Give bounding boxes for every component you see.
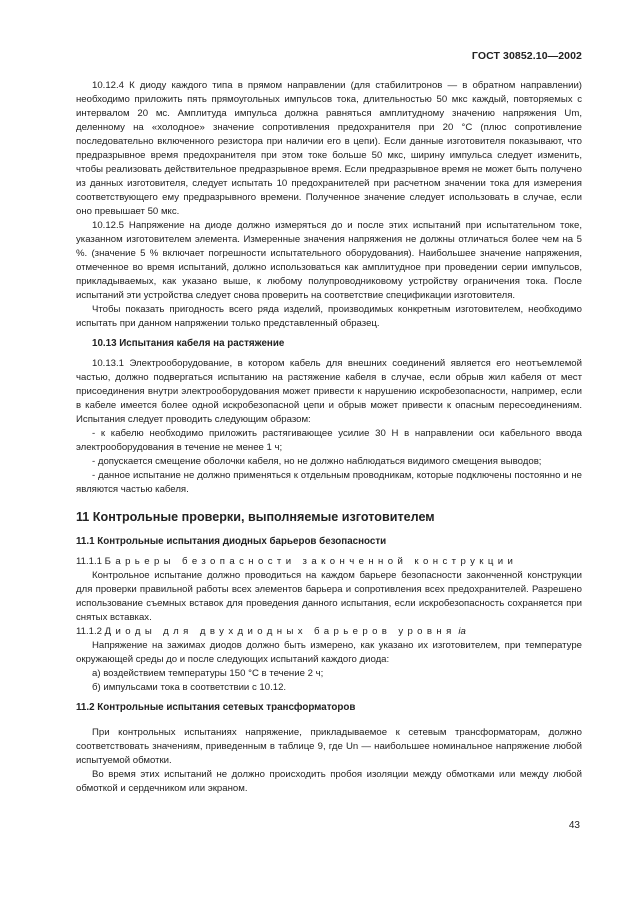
paragraph-11-2-a: При контрольных испытаниях напряжение, прикладываемое к сетевым трансформаторам, должно соответствовать значениям, приведенным в таблице 9, где Un — наибольшее номинальное напряжение любой испытуемой обмотки.	[76, 727, 582, 766]
paragraph-10-12-5: 10.12.5 Напряжение на диоде должно измеряться до и после этих испытаний при испытательном токе, указанном изготовителем элемента. Измеренные значения напряжения не должны отличаться более чем на 5 %. (значение 5 % включает погрешности испытательного оборудования). Наибольшее значение напряжения, отмеченное во время испытаний, должно использоваться как амплитудное при проведении серии импульсов, прикладываемых, как указано выше, к любому полупроводниковому устройству ограничения тока. После испытаний эти устройства следует снова проверить на соответствие спецификации изготовителя.	[76, 220, 582, 301]
subsection-number: 11.1.1	[76, 556, 102, 567]
paragraph-10-13-1: 10.13.1 Электрооборудование, в котором кабель для внешних соединений является его неотъемлемой частью, должно подвергаться испытанию на растяжение кабеля в случае, если обрыв жил кабеля от мест присоединения внутри электрооборудования может привести к нарушению искробезопасности, например, если в кабеле имеется более одной искробезопасной цепи и обрыв может привести к опасным пересоединениям. Испытания следует проводить следующим образом:	[76, 358, 582, 425]
paragraph-11-1-1: Контрольное испытание должно проводиться на каждом барьере безопасности законченной конструкции для проверки правильной работы всех элементов барьера и сопротивления всех предохранителей. Разрешено использование съемных вставок для проведения данного испытания, если искробезопасность сохраняется при снятых вставках.	[76, 570, 582, 623]
subsection-title: Барьеры безопасности законченной конструкции	[104, 556, 518, 567]
subsection-11-1-2	[76, 625, 582, 639]
paragraph-product-range: Чтобы показать пригодность всего ряда изделий, производимых конкретным изготовителем, необходимо испытать при данном напряжении только представленный образец.	[76, 304, 582, 329]
heading-11-2: 11.2 Контрольные испытания сетевых трансформаторов	[76, 702, 356, 713]
page-number: 43	[568, 820, 580, 831]
list-item: б) импульсами тока в соответствии с 10.12.	[92, 682, 287, 693]
list-item: - к кабелю необходимо приложить растягивающее усилие 30 Н в направлении оси кабельного ввода электрооборудования в течение не менее 1 ч;	[76, 428, 582, 453]
subsection-number: 11.1.2	[76, 626, 102, 637]
paragraph-10-12-4: 10.12.4 К диоду каждого типа в прямом направлении (для стабилитронов — в обратном направлении) необходимо приложить пять прямоугольных импульсов тока, длительностью 50 мкс каждый, повторяемых с интервалом 20 мс. Амплитуда импульса должна равняться амплитудному значению напряжения Um, деленному на «холодное» значение сопротивления предохранителя при 20 °С (плюс сопротивление последовательно включенного резистора при наличии его в цепи). Если данные изготовителя показывают, что предразрывное время предохранителя при этом токе больше 50 мкс, ширину импульса следует изменить, чтобы реализовать действительное предразрывное время. Если предразрывное время не может быть получено из данных изготовителя, следует испытать 10 предохранителей при расчетном значении тока для измерения соответствующего ему предразрывного времени. Полученное значение следует использовать в случае, если оно превышает 50 мкс.	[76, 80, 582, 217]
list-item: а) воздействием температуры 150 °С в течение 2 ч;	[92, 668, 324, 679]
list-item: - допускается смещение оболочки кабеля, но не должно наблюдаться видимого смещения выводов;	[92, 456, 542, 467]
subsection-11-1-1	[76, 555, 582, 569]
subsection-title: Диоды для двухдиодных барьеров уровня	[104, 626, 456, 637]
barrier-level: ia	[458, 626, 466, 637]
list-item: - данное испытание не должно применяться к отдельным проводникам, которые подключены постоянно и не являются частью кабеля.	[76, 470, 582, 495]
heading-10-13: 10.13 Испытания кабеля на растяжение	[92, 338, 285, 349]
document-header: ГОСТ 30852.10—2002	[471, 50, 582, 62]
paragraph-11-1-2: Напряжение на зажимах диодов должно быть измерено, как указано их изготовителем, при температуре окружающей среды до и после следующих испытаний каждого диода:	[76, 640, 582, 665]
heading-section-11: 11 Контрольные проверки, выполняемые изготовителем	[76, 510, 435, 524]
page-content	[76, 79, 582, 796]
heading-11-1: 11.1 Контрольные испытания диодных барьеров безопасности	[76, 536, 387, 547]
paragraph-11-2-b: Во время этих испытаний не должно происходить пробоя изоляции между обмотками или между любой обмоткой и сердечником или экраном.	[76, 769, 582, 794]
